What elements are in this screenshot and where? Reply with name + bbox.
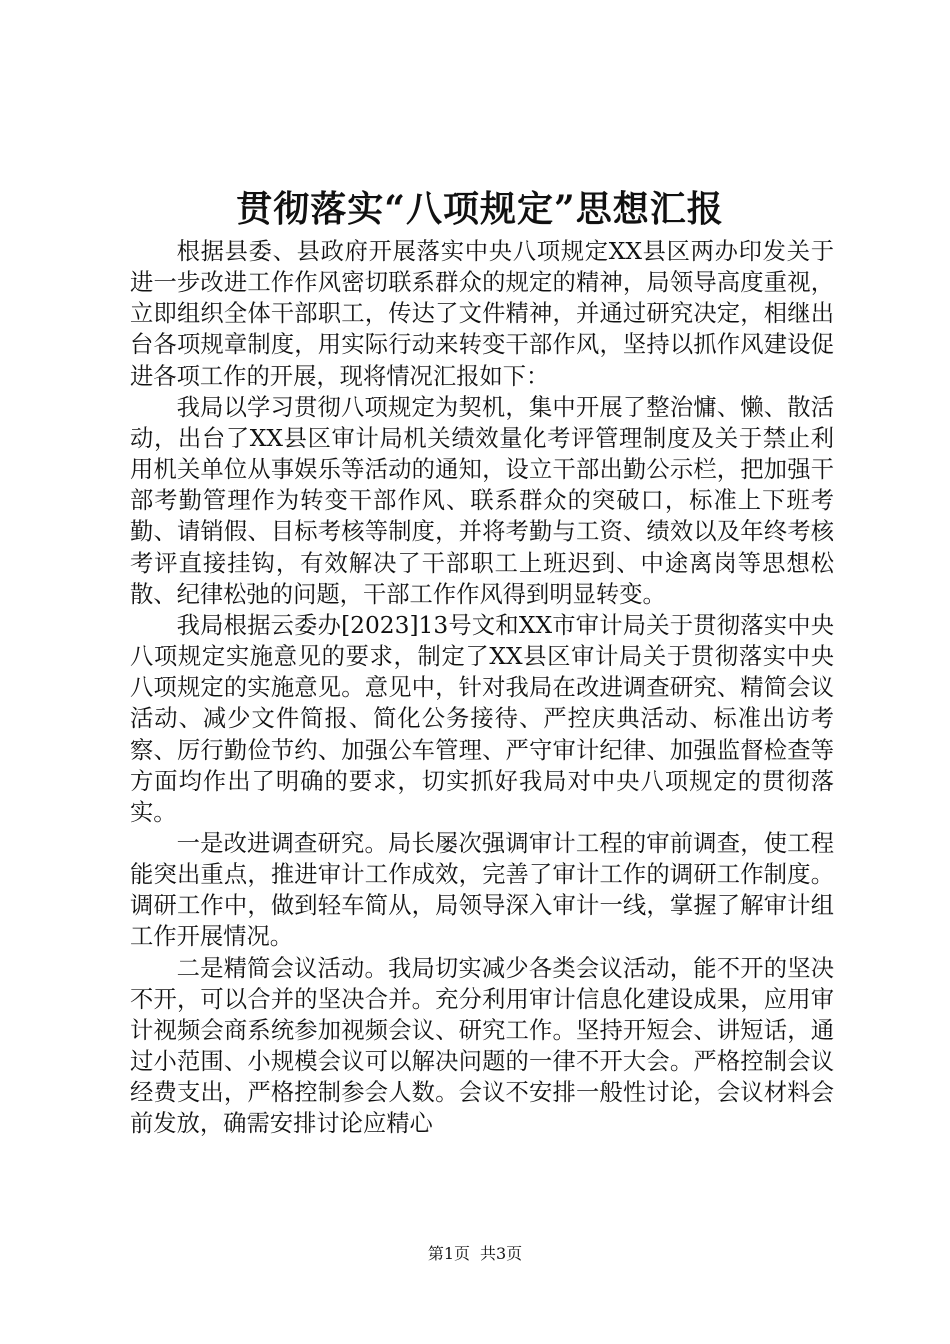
page-footer <box>0 1243 950 1265</box>
page-total: 共3页 <box>480 1244 523 1263</box>
paragraph: 根据县委、县政府开展落实中央八项规定XX县区两办印发关于进一步改进工作作风密切联系群众的规定的精神，局领导高度重视，立即组织全体干部职工，传达了文件精神，并通过研究决定，相继出台各项规章制度，用实际行动来转变干部作风，坚持以抓作风建设促进各项工作的开展，现将情况汇报如下： <box>130 238 834 390</box>
paragraph: 二是精简会议活动。我局切实减少各类会议活动，能不开的坚决不开，可以合并的坚决合并。充分利用审计信息化建设成果，应用审计视频会商系统参加视频会议、研究工作。坚持开短会、讲短话，通过小范围、小规模会议可以解决问题的一律不开大会。严格控制会议经费支出，严格控制参会人数。会议不安排一般性讨论，会议材料会前发放，确需安排讨论应精心 <box>130 954 834 1138</box>
paragraph: 一是改进调查研究。局长屡次强调审计工程的审前调查，使工程能突出重点，推进审计工作成效，完善了审计工作的调研工作制度。调研工作中，做到轻车简从，局领导深入审计一线，掌握了解审计组工作开展情况。 <box>130 829 834 951</box>
paragraph: 我局根据云委办[2023]13号文和XX市审计局关于贯彻落实中央八项规定实施意见的要求，制定了XX县区审计局关于贯彻落实中央八项规定的实施意见。意见中，针对我局在改进调查研究、精简会议活动、减少文件简报、简化公务接待、严控庆典活动、标准出访考察、厉行勤俭节约、加强公车管理、严守审计纪律、加强监督检查等方面均作出了明确的要求，切实抓好我局对中央八项规定的贯彻落实。 <box>130 611 834 826</box>
document-body <box>130 236 834 1140</box>
paragraph: 我局以学习贯彻八项规定为契机，集中开展了整治慵、懒、散活动，出台了XX县区审计局机关绩效量化考评管理制度及关于禁止利用机关单位从事娱乐等活动的通知，设立干部出勤公示栏，把加强干部考勤管理作为转变干部作风、联系群众的突破口，标准上下班考勤、请销假、目标考核等制度，并将考勤与工资、绩效以及年终考核考评直接挂钩，有效解决了干部职工上班迟到、中途离岗等思想松散、纪律松弛的问题，干部工作作风得到明显转变。 <box>130 393 834 608</box>
page-number: 第1页 <box>427 1244 470 1263</box>
document-title: 贯彻落实“八项规定”思想汇报 <box>236 188 724 230</box>
